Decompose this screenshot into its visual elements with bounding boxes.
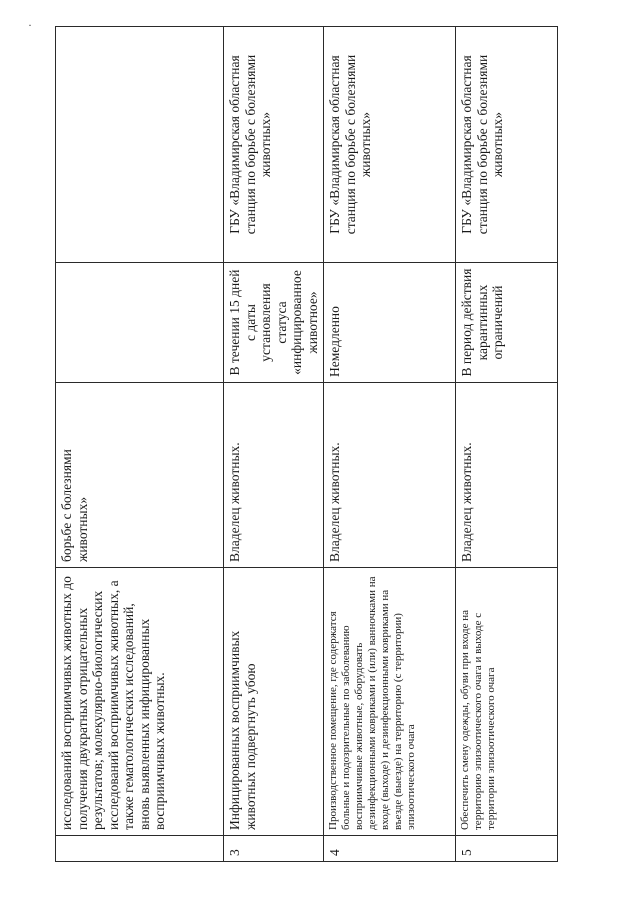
term-cell <box>56 263 224 383</box>
table-row <box>324 27 456 862</box>
executor-cell <box>56 27 224 263</box>
row-number: 4 <box>324 836 456 862</box>
executor-cell: ГБУ «Владимирская областная станция по борьбе с болезнями животных» <box>224 27 324 263</box>
executor-cell: ГБУ «Владимирская областная станция по борьбе с болезнями животных» <box>324 27 456 263</box>
term-cell: В течении 15 дней с даты установления статуса «инфицированное животное» <box>224 263 324 383</box>
measure-cell: Инфицированных восприимчивых животных подвергнуть убою <box>224 568 324 836</box>
term-cell: Немедленно <box>324 263 456 383</box>
measure-cell: исследований восприимчивых животных до получения двукратных отрицательных результатов; молекулярно-биологических исследований восприимчивых животных, а также гематологических исследований, вновь выявленных инфицированных восприимчивых животных. <box>56 568 224 836</box>
term-cell: В период действия карантинных ограничений <box>456 263 558 383</box>
measures-table <box>55 26 558 862</box>
table-row <box>224 27 324 862</box>
measure-cell: Обеспечить смену одежды, обуви при входе на территорию эпизоотического очага и выходе с территории эпизоотического очага <box>456 568 558 836</box>
responsible-cell: Владелец животных. <box>324 383 456 568</box>
rotated-page <box>55 27 545 862</box>
responsible-cell: Владелец животных. <box>224 383 324 568</box>
responsible-cell: Владелец животных. <box>456 383 558 568</box>
responsible-cell: борьбе с болезнями животных» <box>56 383 224 568</box>
row-number: 3 <box>224 836 324 862</box>
row-number: 5 <box>456 836 558 862</box>
scan-speck: · <box>28 18 32 32</box>
executor-cell: ГБУ «Владимирская областная станция по борьбе с болезнями животных» <box>456 27 558 263</box>
table-row <box>56 27 224 862</box>
table-row <box>456 27 558 862</box>
measure-cell: Производственное помещение, где содержатся больные и подозрительные по заболеванию восприимчивые животные, оборудовать дезинфекционными ковриками и (или) ванночками на входе (выходе) и дезинфекционными ковриками на въезде (выезде) на территорию (с территории) эпизоотического очага <box>324 568 456 836</box>
row-number <box>56 836 224 862</box>
